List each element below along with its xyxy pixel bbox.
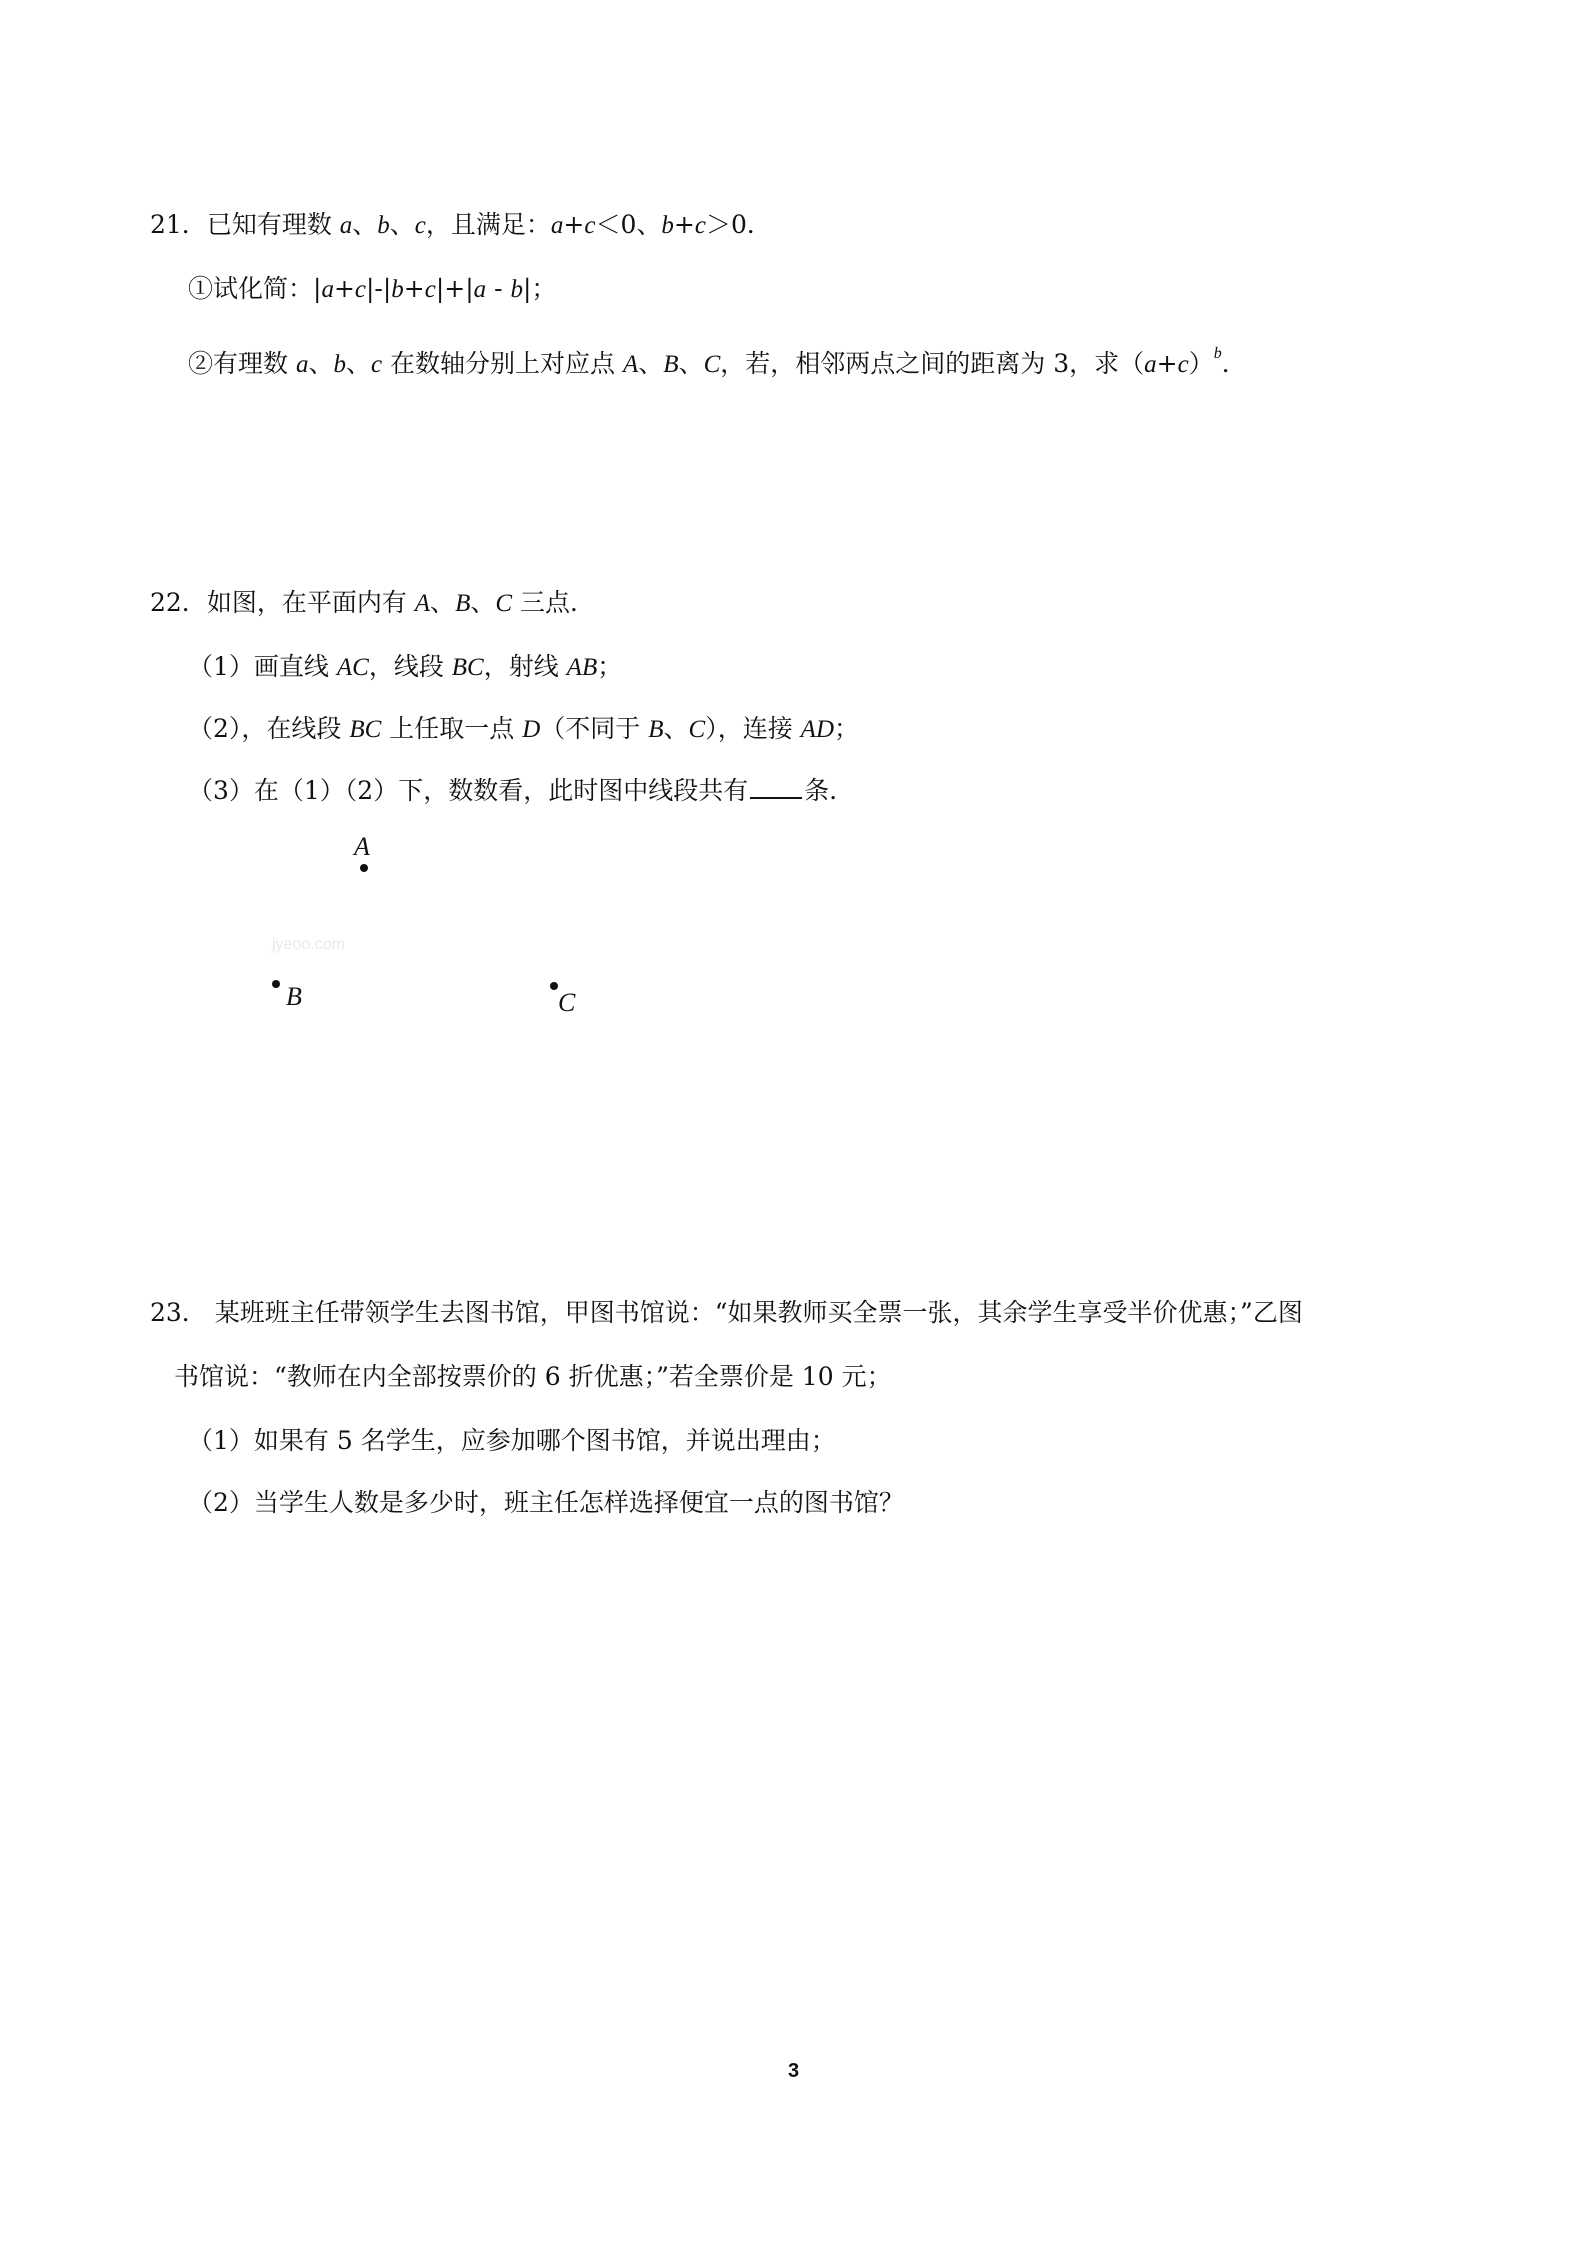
var: b [391, 276, 404, 303]
q22-line3 [188, 712, 859, 747]
text: 、 [678, 349, 704, 378]
text: ； [834, 714, 860, 743]
point-a [360, 864, 368, 872]
var: c [414, 212, 426, 239]
point-b [272, 980, 280, 988]
var: b [333, 351, 346, 378]
var: B [648, 716, 664, 743]
text: ，线段 [368, 652, 452, 681]
q23-line1 [150, 1296, 1303, 1330]
var: c [354, 276, 366, 303]
var: a [1144, 351, 1157, 378]
var: D [522, 716, 541, 743]
text: （不同于 [540, 714, 649, 743]
text: + [403, 274, 425, 303]
watermark: jyeoo.com [272, 936, 345, 953]
var: c [370, 351, 383, 378]
q21-line2 [188, 272, 556, 307]
var: a [473, 276, 487, 303]
var: AC [336, 654, 369, 681]
var: b [661, 212, 674, 239]
text: ） [1188, 349, 1214, 378]
q22-number: 22． [150, 588, 207, 617]
text: 如图，在平面内有 [206, 588, 415, 617]
text: ①试化简：| [188, 274, 322, 303]
text: 上任取一点 [381, 714, 523, 743]
var: AD [800, 716, 834, 743]
var: BC [349, 716, 382, 743]
text: + [673, 210, 695, 239]
page-number: 3 [788, 2060, 800, 2082]
text: ，若，相邻两点之间的距离为 3，求（ [720, 349, 1145, 378]
q23-number: 23． [150, 1298, 207, 1327]
var: c [424, 276, 436, 303]
text: ，且满足： [425, 210, 551, 239]
text: 、 [663, 714, 689, 743]
text: （1）画直线 [188, 652, 337, 681]
var: c [1177, 351, 1189, 378]
text: |+| [435, 274, 474, 303]
q22-line1 [150, 586, 595, 621]
text: 在数轴分别上对应点 [382, 349, 623, 378]
text: ），连接 [705, 714, 801, 743]
text: + [563, 210, 585, 239]
var: AB [566, 654, 598, 681]
text: |-| [366, 274, 392, 303]
text: 条． [804, 776, 855, 805]
text: 、 [470, 588, 496, 617]
text: + [1156, 349, 1178, 378]
exponent: b [1213, 345, 1222, 362]
var: A [414, 590, 431, 617]
q23-line4: （2）当学生人数是多少时，班主任怎样选择便宜一点的图书馆？ [188, 1488, 904, 1517]
point-b-label: B [286, 982, 302, 1011]
text: |； [523, 274, 557, 303]
var: c [584, 212, 596, 239]
text: ，射线 [483, 652, 567, 681]
text: 、 [352, 210, 378, 239]
text: 、 [308, 349, 334, 378]
q21-line1 [150, 208, 772, 243]
text: ②有理数 [188, 349, 296, 378]
text: ＞0． [705, 210, 772, 239]
text: （3）在（1）（2）下，数数看，此时图中线段共有 [188, 776, 749, 805]
text: 、 [430, 588, 456, 617]
q21-number: 21． [150, 210, 207, 239]
var: b [510, 276, 523, 303]
point-a-label: A [354, 832, 370, 861]
q23-line2: 书馆说：“教师在内全部按票价的 6 折优惠；”若全票价是 10 元； [174, 1362, 892, 1391]
var: a [550, 212, 564, 239]
text: （2），在线段 [188, 714, 350, 743]
text: ； [597, 652, 623, 681]
text: 、 [345, 349, 371, 378]
text: 某班班主任带领学生去图书馆，甲图书馆说：“如果教师买全票一张，其余学生享受半价优惠；”乙图 [206, 1298, 1303, 1327]
var: C [495, 590, 513, 617]
var: C [703, 351, 721, 378]
text: ‑ [486, 274, 511, 303]
point-c [550, 982, 558, 990]
text: 、 [638, 349, 664, 378]
q22-line2 [188, 650, 622, 685]
var: a [321, 276, 334, 303]
text: 已知有理数 [206, 210, 340, 239]
point-c-label: C [558, 988, 576, 1017]
var: c [694, 212, 706, 239]
q21-line3 [188, 336, 1247, 382]
q22-line4 [188, 774, 854, 808]
var: a [295, 351, 309, 378]
var: B [455, 590, 471, 617]
q23-line3: （1）如果有 5 名学生，应参加哪个图书馆，并说出理由； [188, 1426, 836, 1455]
var: b [377, 212, 390, 239]
text: ． [1221, 349, 1247, 378]
text: + [333, 274, 355, 303]
text: 、 [389, 210, 415, 239]
text: ＜0、 [595, 210, 662, 239]
answer-blank[interactable] [750, 775, 802, 799]
var: a [339, 212, 353, 239]
var: A [623, 351, 639, 378]
text: 三点． [512, 588, 595, 617]
var: B [663, 351, 679, 378]
var: BC [451, 654, 484, 681]
var: C [688, 716, 706, 743]
